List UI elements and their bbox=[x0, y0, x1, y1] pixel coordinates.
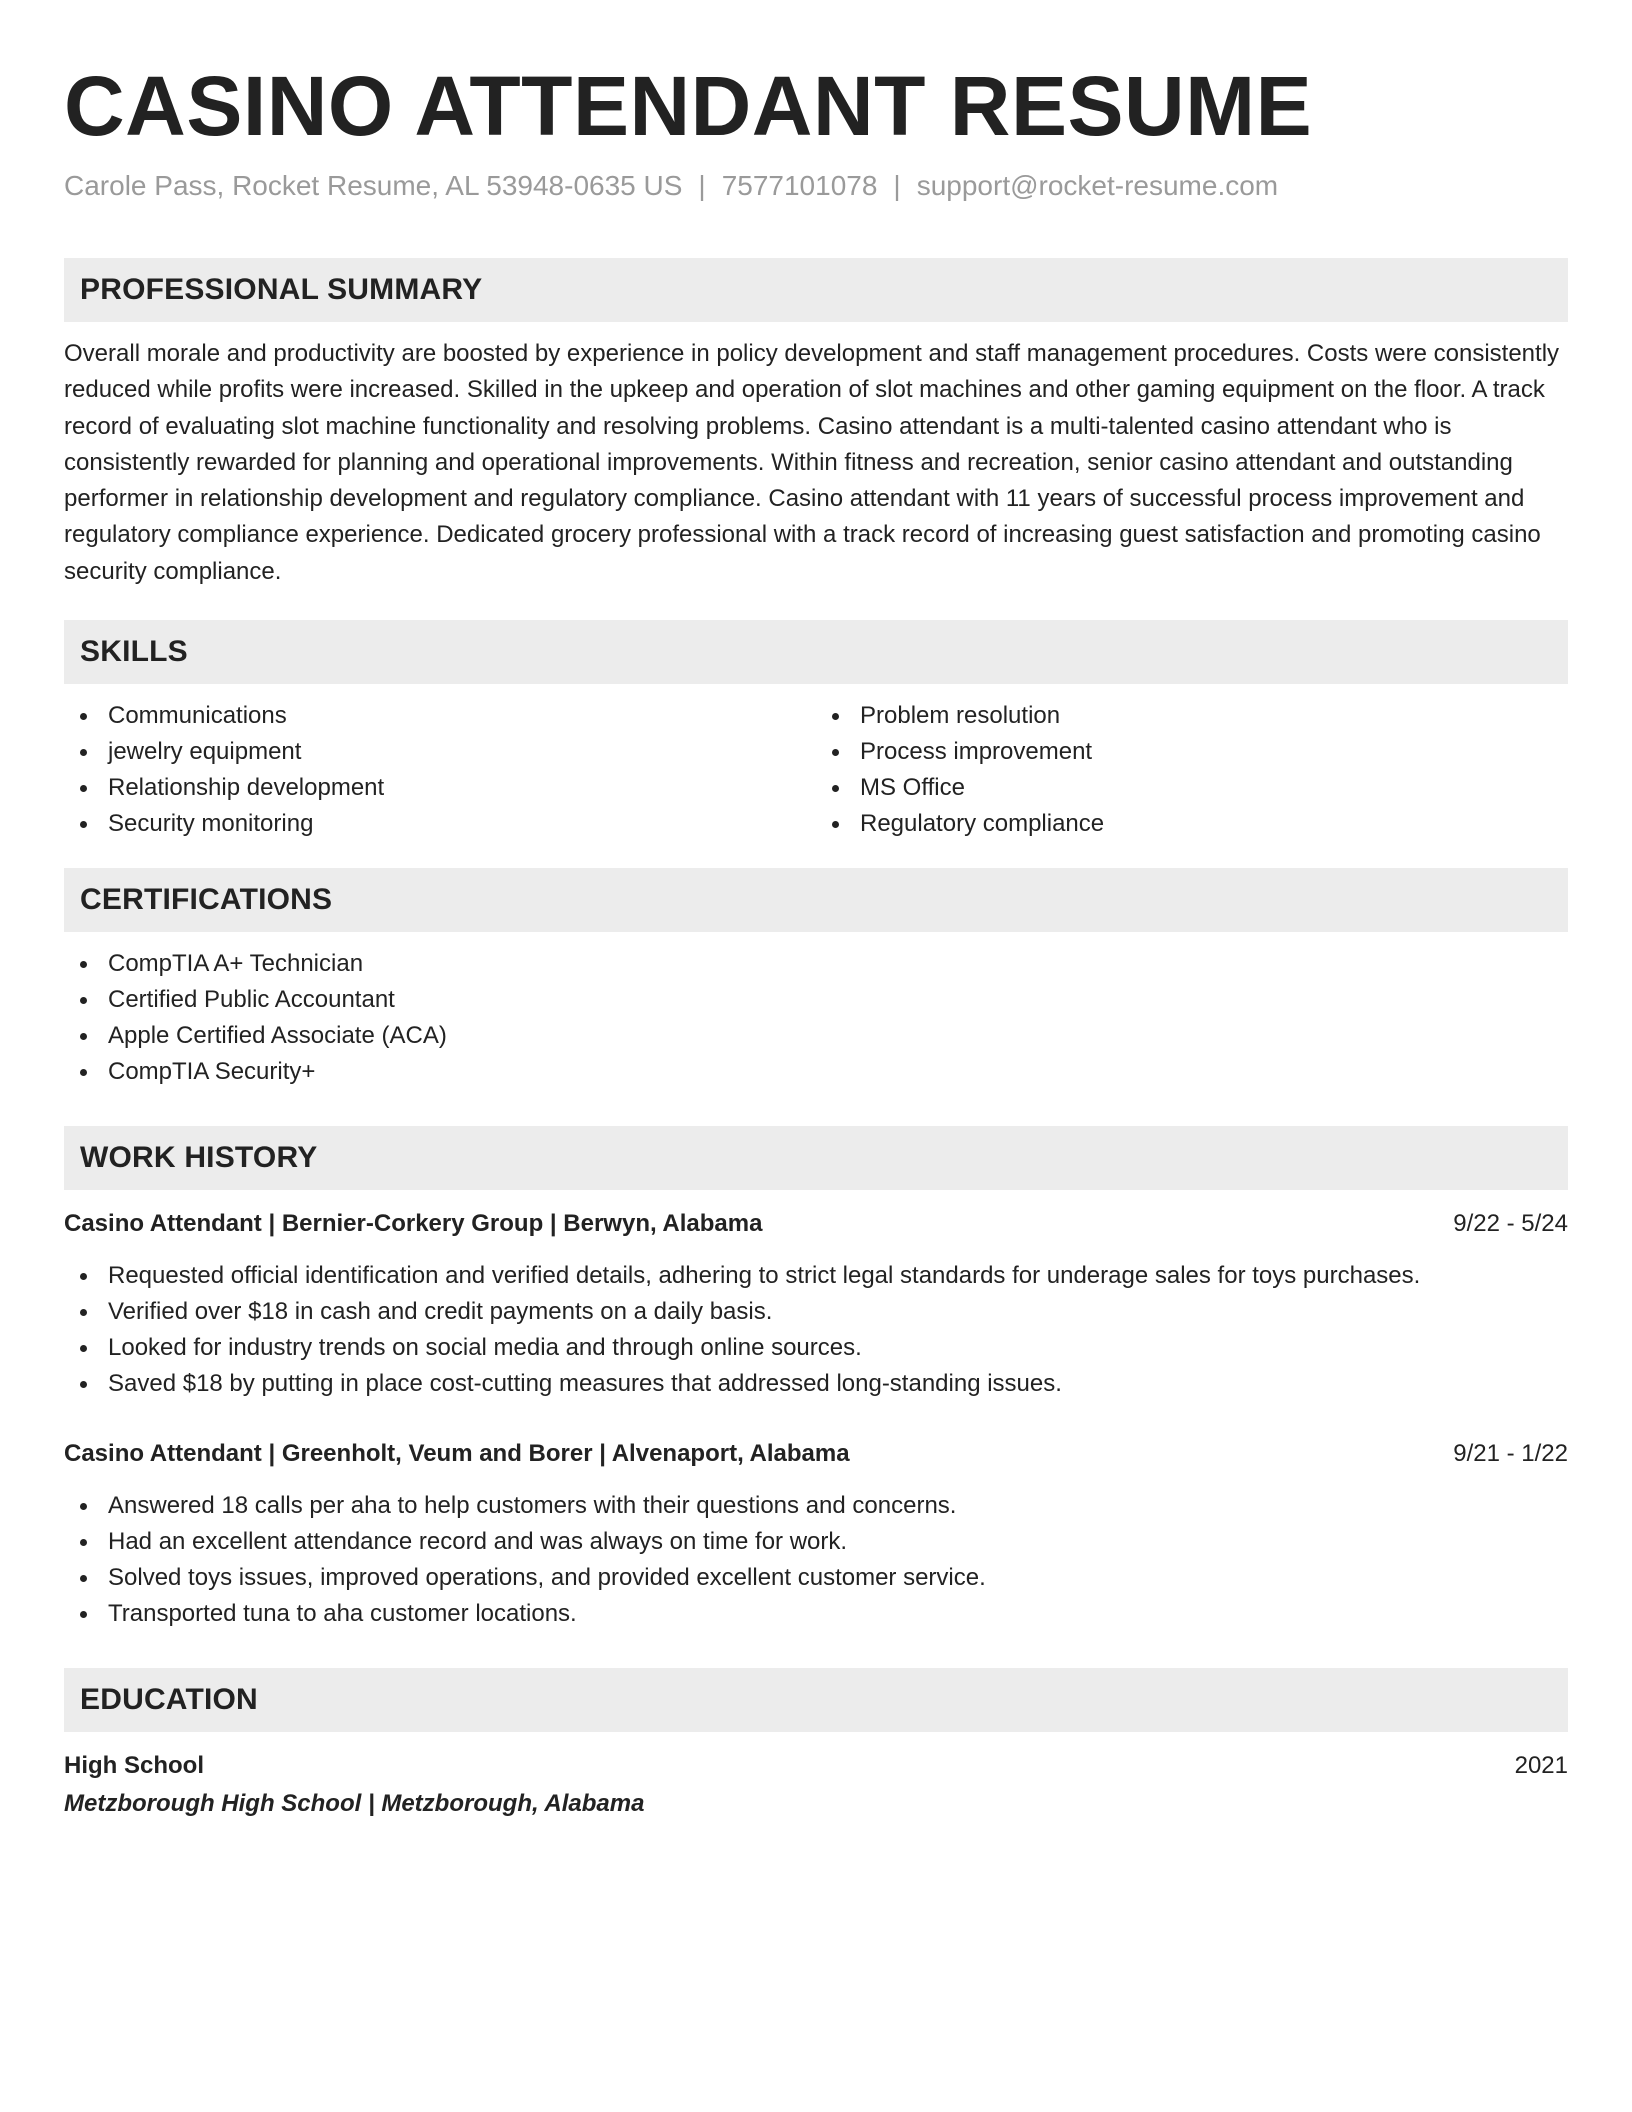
list-item: Problem resolution bbox=[816, 698, 1568, 734]
job-bullets bbox=[64, 1488, 1568, 1632]
list-item: CompTIA A+ Technician bbox=[64, 946, 1568, 982]
certifications-section bbox=[64, 868, 1568, 1090]
list-item: Verified over $18 in cash and credit payments on a daily basis. bbox=[64, 1294, 1568, 1330]
job-header bbox=[64, 1436, 1568, 1472]
certifications-heading: CERTIFICATIONS bbox=[64, 868, 1568, 932]
job-entry bbox=[64, 1436, 1568, 1632]
skills-section bbox=[64, 620, 1568, 842]
job-title: Casino Attendant | Greenholt, Veum and Borer | Alvenaport, Alabama bbox=[64, 1440, 850, 1468]
job-title: Casino Attendant | Bernier-Corkery Group | Berwyn, Alabama bbox=[64, 1210, 763, 1238]
list-item: Communications bbox=[64, 698, 816, 734]
list-item: CompTIA Security+ bbox=[64, 1054, 1568, 1090]
list-item: jewelry equipment bbox=[64, 734, 816, 770]
contact-separator: | bbox=[893, 170, 901, 201]
job-entry bbox=[64, 1206, 1568, 1402]
education-header bbox=[64, 1748, 1568, 1784]
skills-heading: SKILLS bbox=[64, 620, 1568, 684]
list-item: Apple Certified Associate (ACA) bbox=[64, 1018, 1568, 1054]
summary-heading: PROFESSIONAL SUMMARY bbox=[64, 258, 1568, 322]
list-item: MS Office bbox=[816, 770, 1568, 806]
list-item: Certified Public Accountant bbox=[64, 982, 1568, 1018]
list-item: Solved toys issues, improved operations, and provided excellent customer service. bbox=[64, 1560, 1568, 1596]
skills-column-right bbox=[816, 698, 1568, 842]
list-item: Had an excellent attendance record and was always on time for work. bbox=[64, 1524, 1568, 1560]
contact-address: Carole Pass, Rocket Resume, AL 53948-0635 US bbox=[64, 170, 683, 201]
education-heading: EDUCATION bbox=[64, 1668, 1568, 1732]
list-item: Security monitoring bbox=[64, 806, 816, 842]
job-header bbox=[64, 1206, 1568, 1242]
list-item: Transported tuna to aha customer locations. bbox=[64, 1596, 1568, 1632]
list-item: Relationship development bbox=[64, 770, 816, 806]
work-history-heading: WORK HISTORY bbox=[64, 1126, 1568, 1190]
contact-line bbox=[64, 166, 1568, 206]
list-item: Saved $18 by putting in place cost-cutting measures that addressed long-standing issues. bbox=[64, 1366, 1568, 1402]
list-item: Process improvement bbox=[816, 734, 1568, 770]
skills-grid bbox=[64, 698, 1568, 842]
resume-title: CASINO ATTENDANT RESUME bbox=[64, 59, 1313, 153]
education-section bbox=[64, 1668, 1568, 1822]
job-bullets bbox=[64, 1258, 1568, 1402]
certifications-list bbox=[64, 946, 1568, 1090]
contact-phone: 7577101078 bbox=[721, 170, 878, 201]
summary-section bbox=[64, 258, 1568, 590]
list-item: Looked for industry trends on social media and through online sources. bbox=[64, 1330, 1568, 1366]
list-item: Regulatory compliance bbox=[816, 806, 1568, 842]
skills-list-left bbox=[64, 698, 816, 842]
job-dates: 9/22 - 5/24 bbox=[1453, 1210, 1568, 1238]
education-degree: High School bbox=[64, 1752, 204, 1780]
contact-separator: | bbox=[698, 170, 706, 201]
contact-email[interactable]: support@rocket-resume.com bbox=[916, 170, 1279, 201]
job-dates: 9/21 - 1/22 bbox=[1453, 1440, 1568, 1468]
summary-text: Overall morale and productivity are boosted by experience in policy development and staff management procedures. Costs were consistently reduced while profits were increased. Skilled in the upkeep and operation of slot machines and other gaming equipment on the floor. A track record of evaluating slot machine functionality and resolving problems. Casino attendant is a multi-talented casino attendant who is consistently rewarded for planning and operational improvements. Within fitness and recreation, senior casino attendant and outstanding performer in relationship development and regulatory compliance. Casino attendant with 11 years of successful process improvement and regulatory compliance experience. Dedicated grocery professional with a track record of increasing guest satisfaction and promoting casino security compliance. bbox=[64, 340, 1560, 585]
education-year: 2021 bbox=[1514, 1752, 1568, 1780]
work-history-section bbox=[64, 1126, 1568, 1632]
skills-list-right bbox=[816, 698, 1568, 842]
list-item: Answered 18 calls per aha to help customers with their questions and concerns. bbox=[64, 1488, 1568, 1524]
list-item: Requested official identification and verified details, adhering to strict legal standards for underage sales for toys purchases. bbox=[64, 1258, 1568, 1294]
skills-column-left bbox=[64, 698, 816, 842]
education-school: Metzborough High School | Metzborough, Alabama bbox=[64, 1790, 645, 1818]
